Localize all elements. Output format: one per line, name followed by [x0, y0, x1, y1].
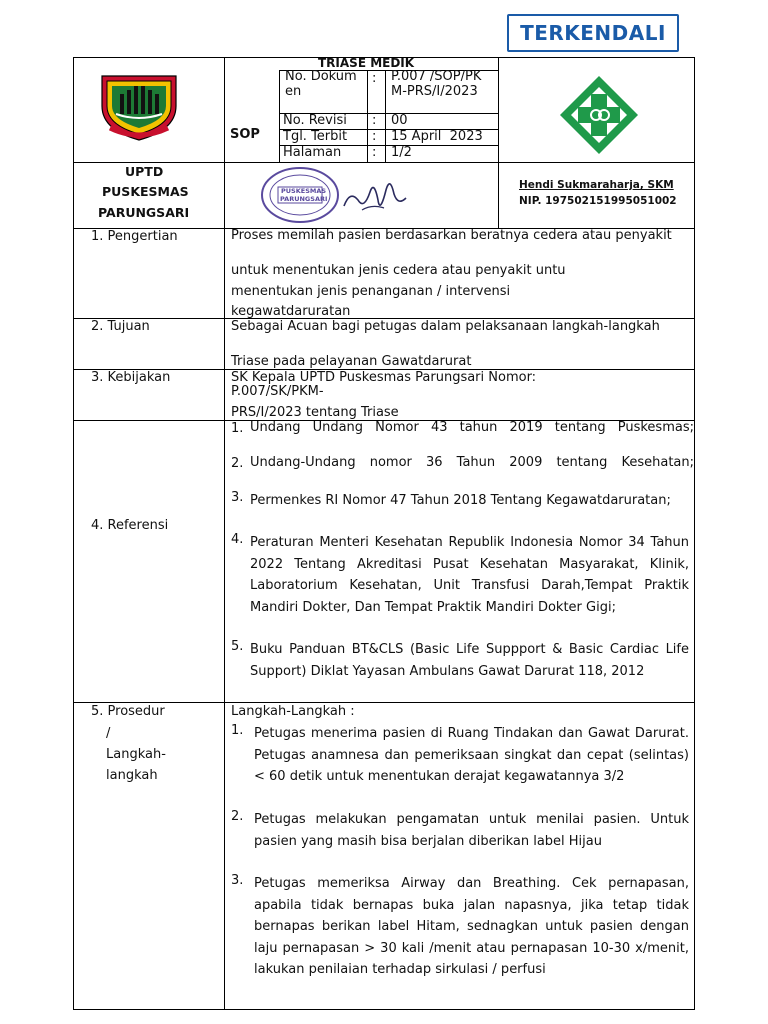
tujuan-line-2: Triase pada pelayanan Gawatdarurat [231, 354, 472, 369]
prosedur-intro: Langkah-Langkah : [231, 704, 355, 719]
list-number: 4. [231, 532, 244, 547]
tujuan-line-1: Sebagai Acuan bagi petugas dalam pelaksanaan langkah-langkah [231, 319, 660, 334]
prosedur-step [231, 809, 689, 852]
health-cross-logo [558, 74, 640, 156]
meta-divider-3 [385, 70, 386, 162]
referensi-item [231, 639, 689, 682]
meta-value-tgl-terbit: 15 April 2023 [391, 129, 483, 144]
col-divider-left [224, 57, 225, 1010]
org-name-line-3: PARUNGSARI [98, 205, 190, 220]
meta-label-tgl-terbit: Tgl. Terbit [283, 129, 348, 144]
prosedur-step [231, 873, 689, 981]
meta-colon: : [372, 129, 377, 144]
referensi-text: Peraturan Menteri Kesehatan Republik Indonesia Nomor 34 Tahun 2022 Tentang Akreditasi Pusat Kesehatan Masyarakat, Klinik, Laboratorium Kesehatan, Unit Transfusi Darah,Tempat Praktik Mandiri Dokter, Dan Tempat Praktik Mandiri Dokter Gigi; [250, 535, 689, 615]
meta-value-no-dokumen: P.007 /SOP/PKM-PRS/I/2023 [391, 69, 482, 99]
org-name-line-2: PUSKESMAS [102, 184, 189, 199]
referensi-text: Permenkes RI Nomor 47 Tahun 2018 Tentang Kegawatdaruratan; [250, 493, 671, 508]
meta-value-halaman: 1/2 [391, 145, 412, 160]
list-number: 2. [231, 456, 244, 471]
meta-colon: : [372, 145, 377, 160]
referensi-item [231, 532, 689, 618]
pengertian-line-4: kegawatdaruratan [231, 304, 351, 319]
list-number: 3. [231, 490, 244, 505]
meta-label-no-dokumen: No. Dokumen [285, 69, 357, 99]
pengertian-line-2: untuk menentukan jenis cedera atau penyakit untu [231, 263, 566, 278]
kebijakan-line-2: PRS/I/2023 tentang Triase [231, 405, 399, 420]
section-label-prosedur-1: 5. Prosedur [91, 704, 165, 719]
list-number: 1. [231, 421, 244, 436]
district-logo [96, 72, 182, 144]
section-label-kebijakan: 3. Kebijakan [91, 370, 171, 385]
stamp-text-line-1: PUSKESMAS [281, 187, 327, 195]
referensi-item [231, 490, 689, 511]
meta-colon: : [372, 71, 377, 86]
prosedur-step [231, 723, 689, 788]
prosedur-step-text: Petugas menerima pasien di Ruang Tindakan dan Gawat Darurat. Petugas anamnesa dan pemeriksaan singkat dan cepat (selintas) < 60 detik untuk menentukan derajat kegawatannya 3/2 [254, 726, 689, 784]
section-label-tujuan: 2. Tujuan [91, 319, 150, 334]
prosedur-step-text: Petugas memeriksa Airway dan Breathing. Cek pernapasan, apabila tidak bernapas buka jalan napasnya, jika tetap tidak bernapas berikan label Hitam, sednagkan untuk pasien dengan laju pernapasan > 30 kali /menit atau pernapasan 10-30 x/menit, lakukan penilaian terhadap sirkulasi / perfusi [254, 876, 689, 977]
meta-value-no-revisi: 00 [391, 113, 408, 128]
section-label-prosedur-3: Langkah- [106, 747, 166, 762]
sop-label: SOP [230, 127, 260, 142]
list-number: 2. [231, 809, 244, 824]
status-stamp-terkendali: TERKENDALI [507, 14, 679, 52]
document-title: TRIASE MEDIK [318, 56, 415, 70]
header-row-line [73, 162, 695, 163]
referensi-text: Undang-Undang nomor 36 Tahun 2009 tentang Kesehatan; [250, 455, 694, 470]
pengertian-line-3: menentukan jenis penanganan / intervensi [231, 284, 511, 299]
col-divider-right [498, 57, 499, 228]
meta-colon: : [372, 113, 377, 128]
signer-name: Hendi Sukmaraharja, SKM [519, 179, 674, 191]
referensi-item [231, 456, 694, 470]
list-number: 3. [231, 873, 244, 888]
prosedur-step-text: Petugas melakukan pengamatan untuk menilai pasien. Untuk pasien yang masih bisa berjalan diberikan label Hijau [254, 812, 689, 849]
list-number: 5. [231, 639, 244, 654]
referensi-text: Undang Undang Nomor 43 tahun 2019 tentang Puskesmas; [250, 420, 694, 435]
referensi-text: Buku Panduan BT&CLS (Basic Life Suppport & Basic Cardiac Life Support) Diklat Yayasan Ambulans Gawat Darurat 118, 2012 [250, 642, 689, 679]
signature [340, 170, 410, 220]
section-label-referensi: 4. Referensi [91, 518, 169, 533]
referensi-item [231, 421, 694, 435]
meta-label-no-revisi: No. Revisi [283, 113, 347, 128]
meta-label-halaman: Halaman [283, 145, 342, 160]
section-label-pengertian: 1. Pengertian [91, 229, 178, 244]
signer-nip: NIP. 197502151995051002 [519, 195, 677, 207]
section-label-prosedur-4: langkah [106, 768, 158, 783]
stamp-text-line-2: PARUNGSARI [280, 195, 328, 203]
pengertian-line-1: Proses memilah pasien berdasarkan beratnya cedera atau penyakit [231, 228, 672, 243]
meta-divider-1 [279, 70, 280, 162]
meta-divider-2 [367, 70, 368, 162]
list-number: 1. [231, 723, 244, 738]
org-name-line-1: UPTD [125, 164, 164, 179]
section-label-prosedur-2: / [106, 726, 111, 741]
section-line-5 [73, 702, 695, 703]
kebijakan-line-1: SK Kepala UPTD Puskesmas Parungsari Nomor: P.007/SK/PKM- [231, 370, 537, 399]
